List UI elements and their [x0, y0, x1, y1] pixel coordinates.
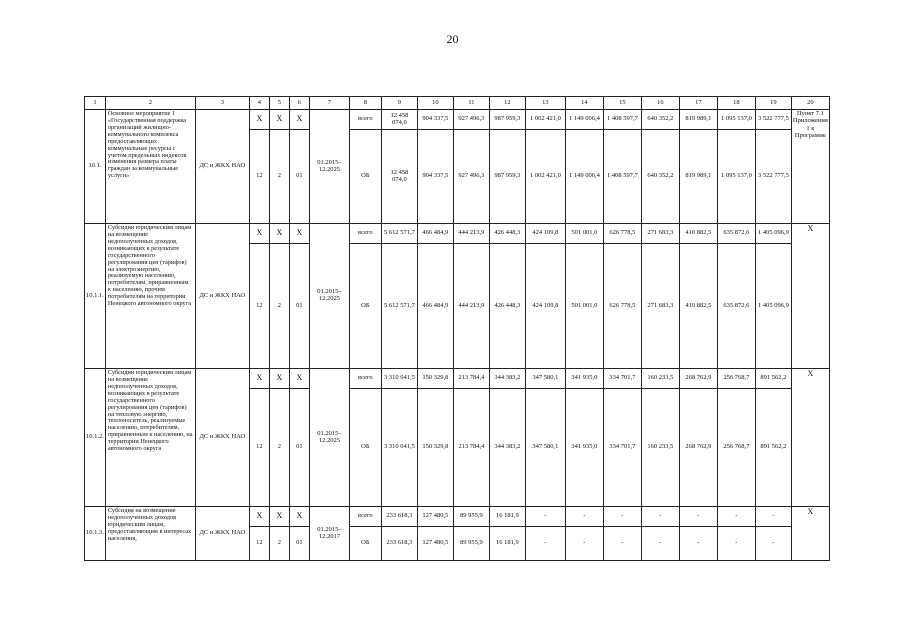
row-number: 10.1.	[85, 110, 106, 224]
value-cell: 256 768,7	[717, 389, 755, 507]
value-cell: 987 959,3	[489, 110, 525, 130]
value-cell: 16 181,9	[489, 507, 525, 527]
funding-type: всего	[349, 369, 381, 389]
funding-type: ОБ	[349, 527, 381, 561]
code-cell: Х	[289, 110, 309, 130]
value-cell: 5 612 571,7	[381, 224, 417, 244]
row-executor: ДС и ЖКХ НАО	[195, 224, 249, 369]
value-cell: 233 618,3	[381, 507, 417, 527]
code-cell: 12	[249, 130, 269, 224]
value-cell: 426 448,3	[489, 224, 525, 244]
value-cell: 426 448,3	[489, 244, 525, 369]
code-cell: 12	[249, 389, 269, 507]
value-cell: 626 778,5	[603, 244, 641, 369]
value-cell: -	[565, 527, 603, 561]
value-cell: 640 352,2	[641, 130, 679, 224]
code-cell: 01	[289, 130, 309, 224]
value-cell: 16 181,9	[489, 527, 525, 561]
value-cell: 268 762,9	[679, 369, 717, 389]
row-period: 01.2015– 12.2017	[309, 507, 349, 561]
col-header: 11	[453, 97, 489, 110]
value-cell: -	[755, 527, 791, 561]
value-cell: 927 496,3	[453, 110, 489, 130]
col-header: 4	[249, 97, 269, 110]
col-header: 1	[85, 97, 106, 110]
value-cell: -	[565, 507, 603, 527]
col-header: 10	[417, 97, 453, 110]
code-cell: Х	[269, 110, 289, 130]
value-cell: 347 580,1	[525, 369, 565, 389]
value-cell: 444 213,9	[453, 224, 489, 244]
code-cell: Х	[269, 507, 289, 527]
col-header: 18	[717, 97, 755, 110]
row-number: 10.1.1.	[85, 224, 106, 369]
value-cell: 927 496,3	[453, 130, 489, 224]
program-table	[84, 96, 830, 561]
table-row	[85, 507, 830, 527]
value-cell: 341 935,0	[565, 389, 603, 507]
col-header: 6	[289, 97, 309, 110]
row-period: 01.2015– 12.2025	[309, 110, 349, 224]
code-cell: Х	[289, 224, 309, 244]
value-cell: 3 522 777,5	[755, 110, 791, 130]
value-cell: 466 484,9	[417, 244, 453, 369]
col-header: 15	[603, 97, 641, 110]
row-number: 10.1.2.	[85, 369, 106, 507]
value-cell: 213 784,4	[453, 389, 489, 507]
value-cell: 89 955,9	[453, 507, 489, 527]
value-cell: 160 233,5	[641, 369, 679, 389]
value-cell: 160 233,5	[641, 389, 679, 507]
row-description: Субсидии юридическим лицам на возмещение недополученных доходов, возникающих в результате государственного регулирования цен (тарифов) на тепловую энергию, теплоноситель, реализуемые населению, потребителям, приравненным к населению, на территории Ненецкого автономного округа	[105, 369, 195, 507]
code-cell: 12	[249, 527, 269, 561]
value-cell: 3 310 041,5	[381, 389, 417, 507]
row-period: 01.2015– 12.2025	[309, 224, 349, 369]
table-row	[85, 224, 830, 244]
value-cell: 891 562,2	[755, 369, 791, 389]
value-cell: -	[755, 507, 791, 527]
funding-type: ОБ	[349, 389, 381, 507]
code-cell: Х	[249, 507, 269, 527]
value-cell: 344 383,2	[489, 389, 525, 507]
col-header: 19	[755, 97, 791, 110]
code-cell: 2	[269, 244, 289, 369]
value-cell: 12 458 074,0	[381, 130, 417, 224]
value-cell: 127 480,5	[417, 507, 453, 527]
col-header: 14	[565, 97, 603, 110]
col-header: 2	[105, 97, 195, 110]
value-cell: 127 480,5	[417, 527, 453, 561]
value-cell: -	[641, 527, 679, 561]
value-cell: 1 149 006,4	[565, 130, 603, 224]
funding-type: всего	[349, 224, 381, 244]
value-cell: 12 458 074,0	[381, 110, 417, 130]
value-cell: 640 352,2	[641, 110, 679, 130]
row-note: Пункт 7.1 Приложения 1 к Программе	[791, 110, 829, 224]
row-description: Субсидии юридическим лицам на возмещение недополученных доходов, возникающих в результате государственного регулирования цен (тарифов) на электроэнергию, реализуемую населению, потребителям, приравненным к населению, прочим потребителям на территории Ненецкого автономного округа	[105, 224, 195, 369]
value-cell: 5 612 571,7	[381, 244, 417, 369]
value-cell: 1 002 421,0	[525, 130, 565, 224]
value-cell: 819 989,1	[679, 110, 717, 130]
value-cell: 444 213,9	[453, 244, 489, 369]
value-cell: 410 882,5	[679, 244, 717, 369]
value-cell: 424 109,8	[525, 224, 565, 244]
funding-type: всего	[349, 110, 381, 130]
col-header: 12	[489, 97, 525, 110]
code-cell: 01	[289, 527, 309, 561]
value-cell: -	[641, 507, 679, 527]
value-cell: 987 959,3	[489, 130, 525, 224]
col-header: 3	[195, 97, 249, 110]
value-cell: -	[603, 507, 641, 527]
value-cell: 424 109,8	[525, 244, 565, 369]
value-cell: 341 935,0	[565, 369, 603, 389]
row-note: Х	[791, 507, 829, 561]
code-cell: Х	[289, 369, 309, 389]
value-cell: 344 383,2	[489, 369, 525, 389]
code-cell: 2	[269, 389, 289, 507]
value-cell: 334 701,7	[603, 389, 641, 507]
value-cell: 213 784,4	[453, 369, 489, 389]
value-cell: 904 337,5	[417, 130, 453, 224]
col-header: 5	[269, 97, 289, 110]
funding-type: всего	[349, 507, 381, 527]
value-cell: 466 484,9	[417, 224, 453, 244]
code-cell: 2	[269, 527, 289, 561]
funding-type: ОБ	[349, 130, 381, 224]
value-cell: 89 955,9	[453, 527, 489, 561]
value-cell: 268 762,9	[679, 389, 717, 507]
value-cell: 256 768,7	[717, 369, 755, 389]
value-cell: 1 149 006,4	[565, 110, 603, 130]
value-cell: 271 683,3	[641, 244, 679, 369]
code-cell: Х	[249, 224, 269, 244]
code-cell: Х	[269, 224, 289, 244]
value-cell: 1 095 137,0	[717, 110, 755, 130]
table-row	[85, 110, 830, 130]
value-cell: 1 405 096,9	[755, 244, 791, 369]
value-cell: -	[679, 507, 717, 527]
col-header: 20	[791, 97, 829, 110]
row-period: 01.2015– 12.2025	[309, 369, 349, 507]
code-cell: Х	[269, 369, 289, 389]
code-cell: 01	[289, 244, 309, 369]
col-header: 9	[381, 97, 417, 110]
code-cell: 01	[289, 389, 309, 507]
value-cell: 1 095 137,0	[717, 130, 755, 224]
value-cell: 233 618,3	[381, 527, 417, 561]
col-header: 16	[641, 97, 679, 110]
row-description: Основное мероприятие 1 «Государственная поддержка организаций жилищно-коммунального комплекса предоставляющих коммунальные ресурсы с учетом предельных индексов изменения размера платы граждан за коммунальные услуги»	[105, 110, 195, 224]
column-number-row	[85, 97, 830, 110]
value-cell: -	[525, 507, 565, 527]
value-cell: 1 405 096,9	[755, 224, 791, 244]
row-number: 10.1.3.	[85, 507, 106, 561]
funding-type: ОБ	[349, 244, 381, 369]
value-cell: -	[603, 527, 641, 561]
value-cell: 1 408 597,7	[603, 130, 641, 224]
value-cell: 819 989,1	[679, 130, 717, 224]
value-cell: 150 329,8	[417, 389, 453, 507]
row-note: Х	[791, 224, 829, 369]
value-cell: 501 001,0	[565, 224, 603, 244]
code-cell: 2	[269, 130, 289, 224]
value-cell: 271 683,3	[641, 224, 679, 244]
value-cell: -	[525, 527, 565, 561]
row-executor: ДС и ЖКХ НАО	[195, 110, 249, 224]
code-cell: Х	[249, 369, 269, 389]
code-cell: 12	[249, 244, 269, 369]
value-cell: 410 882,5	[679, 224, 717, 244]
value-cell: -	[679, 527, 717, 561]
value-cell: 501 001,0	[565, 244, 603, 369]
col-header: 17	[679, 97, 717, 110]
value-cell: 635 872,6	[717, 224, 755, 244]
value-cell: 1 408 597,7	[603, 110, 641, 130]
value-cell: -	[717, 527, 755, 561]
value-cell: 891 562,2	[755, 389, 791, 507]
row-description: Субсидия на возмещение недополученных доходов юридическим лицам, предоставляющим в интересах населения,	[105, 507, 195, 561]
row-note: Х	[791, 369, 829, 507]
value-cell: 3 522 777,5	[755, 130, 791, 224]
row-executor: ДС и ЖКХ НАО	[195, 507, 249, 561]
value-cell: 904 337,5	[417, 110, 453, 130]
value-cell: 626 778,5	[603, 224, 641, 244]
page-number: 20	[446, 32, 459, 46]
value-cell: -	[717, 507, 755, 527]
value-cell: 1 002 421,0	[525, 110, 565, 130]
row-executor: ДС и ЖКХ НАО	[195, 369, 249, 507]
value-cell: 150 329,8	[417, 369, 453, 389]
col-header: 7	[309, 97, 349, 110]
value-cell: 334 701,7	[603, 369, 641, 389]
col-header: 8	[349, 97, 381, 110]
value-cell: 347 580,1	[525, 389, 565, 507]
col-header: 13	[525, 97, 565, 110]
code-cell: Х	[289, 507, 309, 527]
code-cell: Х	[249, 110, 269, 130]
value-cell: 3 310 041,5	[381, 369, 417, 389]
value-cell: 635 872,6	[717, 244, 755, 369]
table-row	[85, 369, 830, 389]
